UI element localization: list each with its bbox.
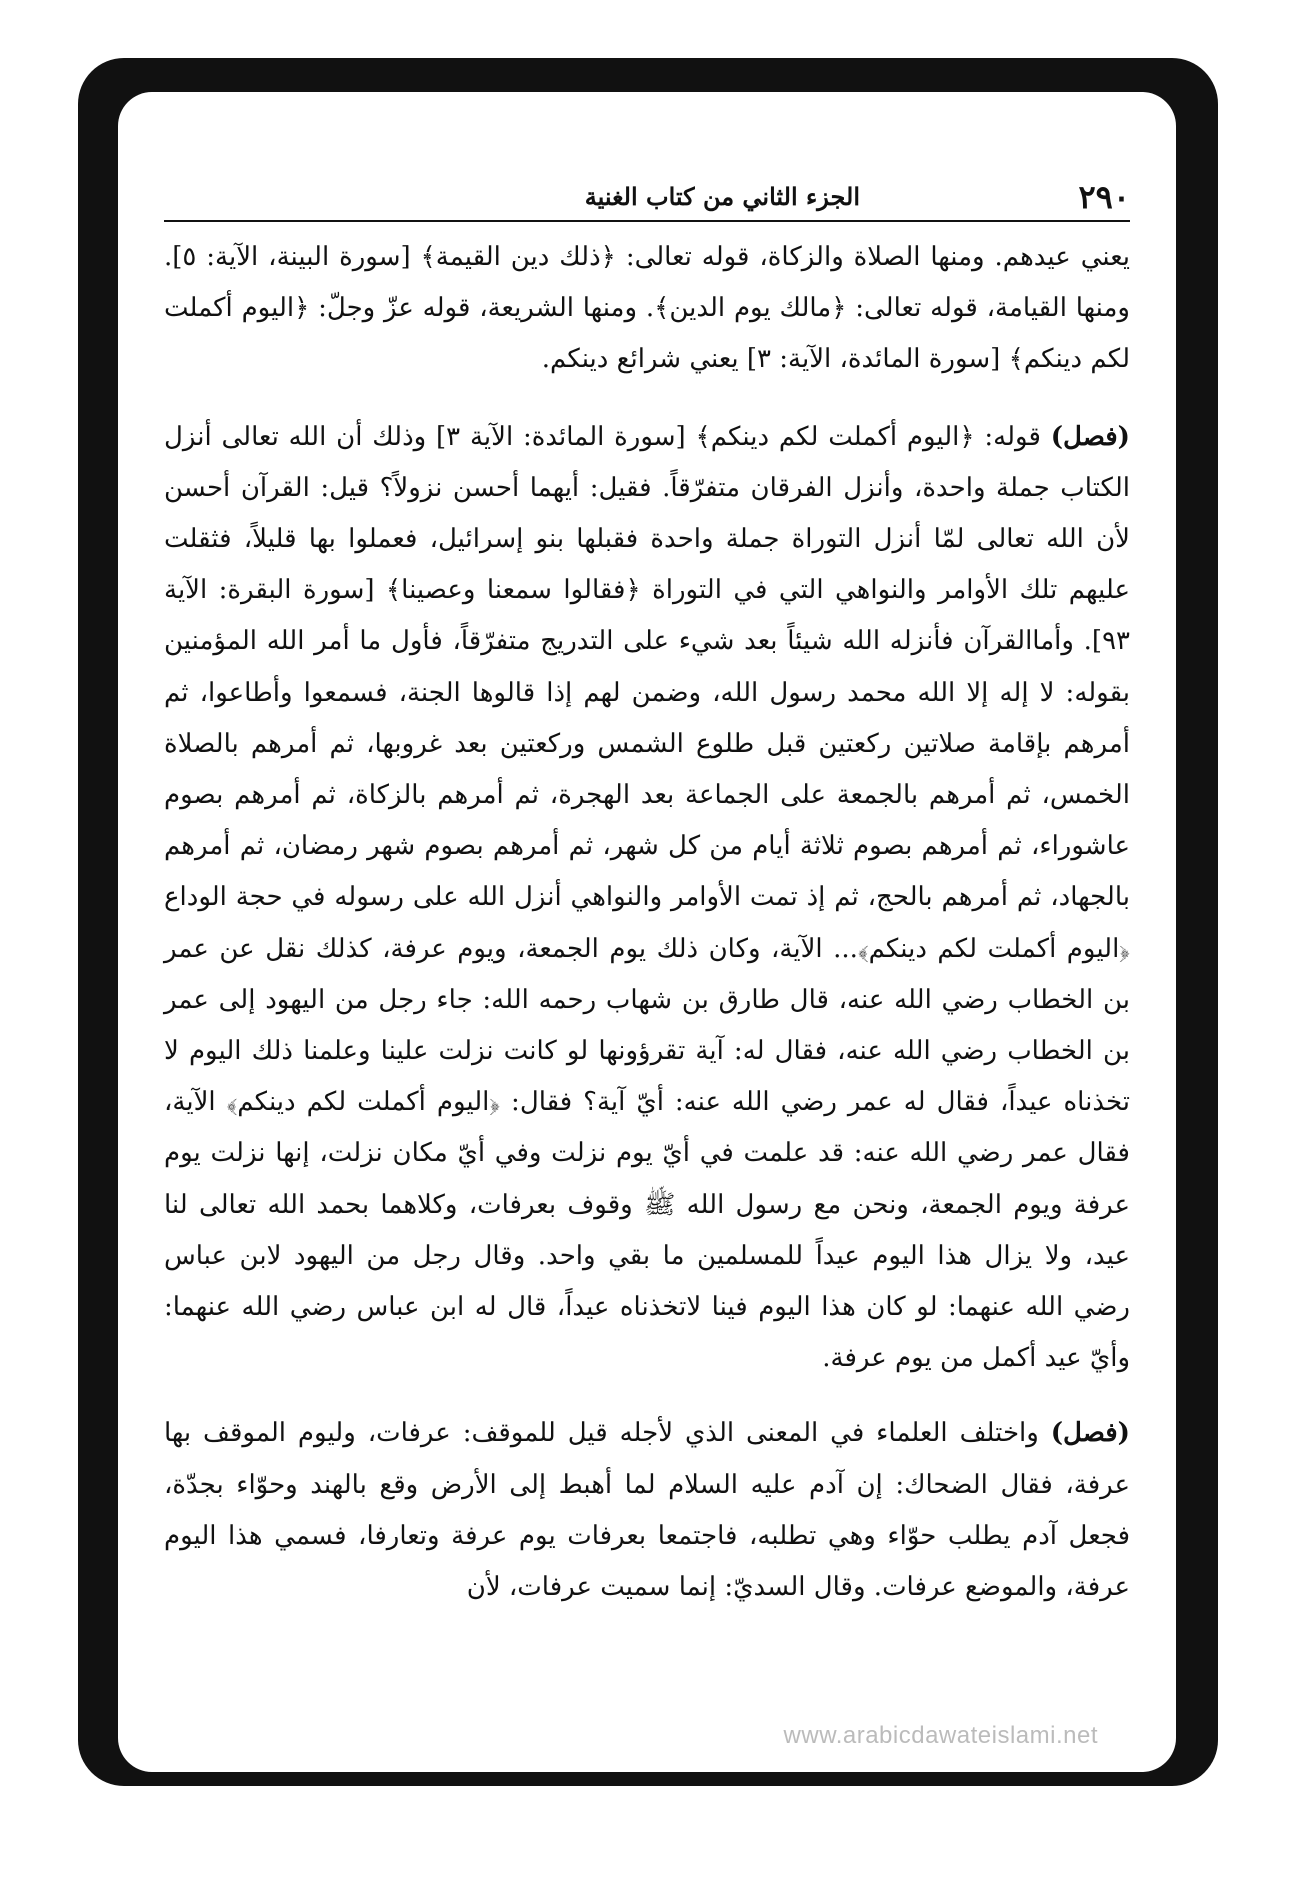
section-marker: (فصل) — [1050, 421, 1130, 452]
section-marker: (فصل) — [1050, 1418, 1130, 1449]
paragraph-3 — [164, 1408, 1130, 1613]
page-number: ٢٩٠ — [1078, 178, 1130, 216]
paragraph-2 — [164, 412, 1130, 1385]
book-page — [118, 92, 1176, 1772]
paragraph-1-text: يعني عيدهم. ومنها الصلاة والزكاة، قوله تعالى: ﴿ذلك دين القيمة﴾ [سورة البينة، الآية: ٥]. ومنها القيامة، قوله تعالى: ﴿مالك يوم الدين﴾. ومنها الشريعة، قوله عزّ وجلّ: ﴿اليوم أكملت لكم دينكم﴾ [سورة المائدة، الآية: ٣] يعني شرائع دينكم. — [164, 242, 1130, 375]
page-header — [164, 174, 1130, 222]
website-watermark: www.arabicdawateislami.net — [783, 1722, 1098, 1749]
paragraph-3-text: واختلف العلماء في المعنى الذي لأجله قيل للموقف: عرفات، وليوم الموقف بها عرفة، فقال الضحاك: إن آدم عليه السلام لما أهبط إلى الأرض وقع بالهند وحوّاء بجدّة، فجعل آدم يطلب حوّاء وهي تطلبه، فاجتمعا بعرفات يوم عرفة وتعارفا، فسمي هذا اليوم عرفة، والموضع عرفات. وقال السديّ: إنما سميت عرفات، لأن — [164, 1418, 1130, 1603]
paragraph-2-text: قوله: ﴿اليوم أكملت لكم دينكم﴾ [سورة المائدة: الآية ٣] وذلك أن الله تعالى أنزل الكتاب جملة واحدة، وأنزل الفرقان متفرّقاً. فقيل: أيهما أحسن نزولاً؟ قيل: القرآن أحسن لأن الله تعالى لمّا أنزل التوراة جملة واحدة فقبلها بنو إسرائيل، فعملوا بها قليلاً، فثقلت عليهم تلك الأوامر والنواهي التي في التوراة ﴿فقالوا سمعنا وعصينا﴾ [سورة البقرة: الآية ٩٣]. وأماالقرآن فأنزله الله شيئاً بعد شيء على التدريج متفرّقاً، فأول ما أمر الله المؤمنين بقوله: لا إله إلا الله محمد رسول الله، وضمن لهم إذا قالوها الجنة، فسمعوا وأطاعوا، ثم أمرهم بإقامة صلاتين ركعتين قبل طلوع الشمس وركعتين بعد غروبها، ثم أمرهم بالصلاة الخمس، ثم أمرهم بالجمعة على الجماعة بعد الهجرة، ثم أمرهم بالزكاة، ثم أمرهم بصوم عاشوراء، ثم أمرهم بصوم ثلاثة أيام من كل شهر، ثم أمرهم بصوم شهر رمضان، ثم أمرهم بالجهاد، ثم أمرهم بالحج، ثم إذ تمت الأوامر والنواهي أنزل الله على رسوله في حجة الوداع ﴿اليوم أكملت لكم دينكم﴾... الآية، وكان ذلك يوم الجمعة، ويوم عرفة، كذلك نقل عن عمر بن الخطاب رضي الله عنه، قال طارق بن شهاب رحمه الله: جاء رجل من اليهود إلى عمر بن الخطاب رضي الله عنه، فقال له: آية تقرؤونها لو كانت نزلت علينا وعلمنا ذلك اليوم لا تخذناه عيداً، فقال له عمر رضي الله عنه: أيّ آية؟ فقال: ﴿اليوم أكملت لكم دينكم﴾ الآية، فقال عمر رضي الله عنه: قد علمت في أيّ يوم نزلت وفي أيّ مكان نزلت، إنها نزلت يوم عرفة ويوم الجمعة، ونحن مع رسول الله ﷺ وقوف بعرفات، وكلاهما بحمد الله تعالى لنا عيد، ولا يزال هذا اليوم عيداً للمسلمين ما بقي واحد. وقال رجل من اليهود لابن عباس رضي الله عنهما: لو كان هذا اليوم فينا لاتخذناه عيداً، قال له ابن عباس رضي الله عنهما: وأيّ عيد أكمل من يوم عرفة. — [164, 421, 1130, 1374]
paragraph-1 — [164, 232, 1130, 386]
body-text — [164, 232, 1130, 1637]
running-title: الجزء الثاني من كتاب الغنية — [584, 182, 860, 211]
